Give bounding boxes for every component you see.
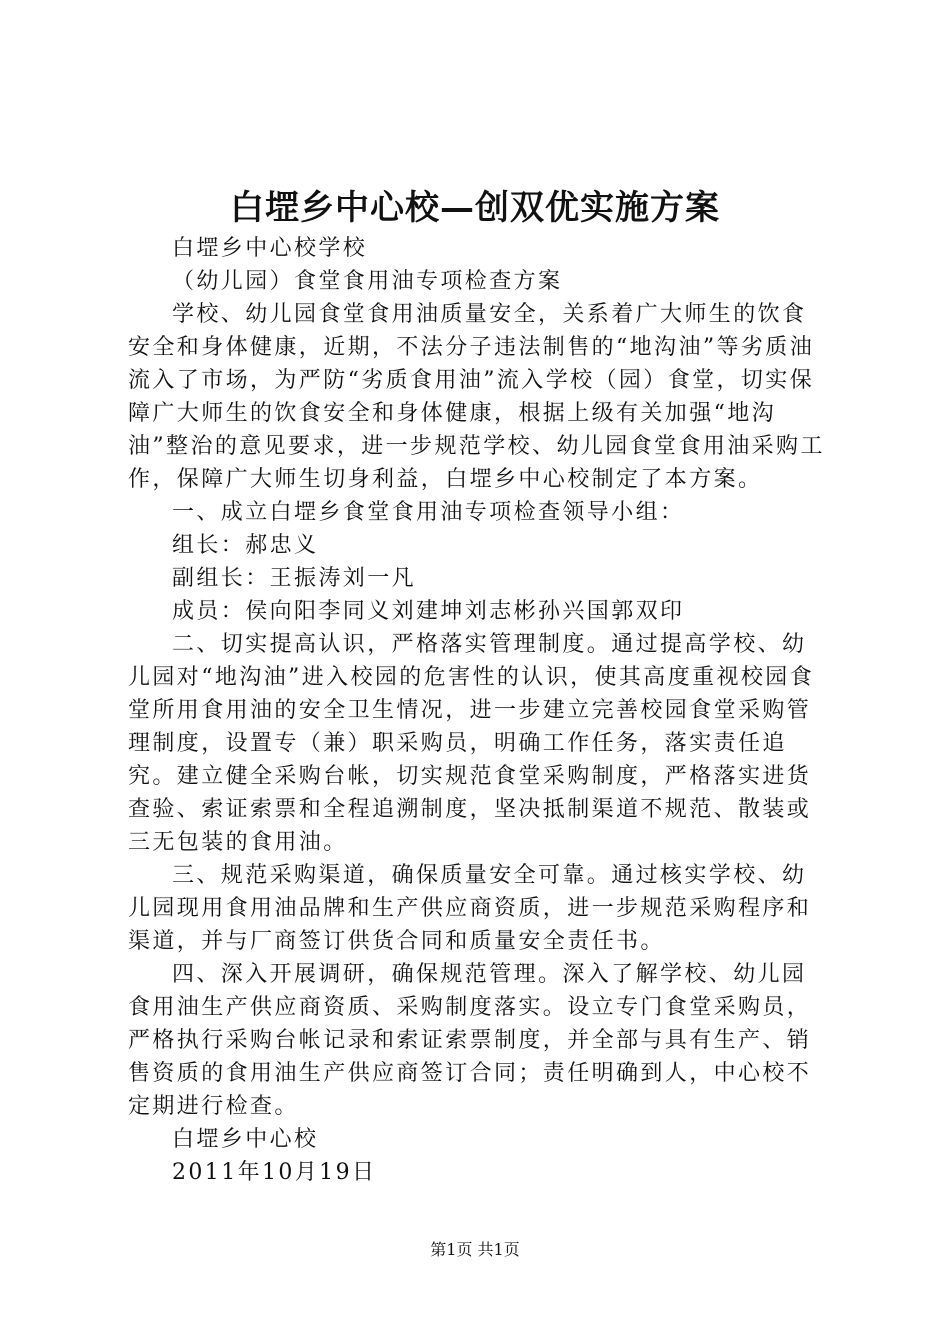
paragraph: 组长：郝忠义 [172, 533, 319, 558]
paragraph: 成员：侯向阳李同义刘建坤刘志彬孙兴国郭双印 [172, 599, 685, 624]
document-title: 白堽乡中心校—创双优实施方案 [230, 188, 720, 228]
paragraph: 一、成立白堽乡食堂食用油专项检查领导小组： [172, 500, 685, 525]
signature-org: 白堽乡中心校 [172, 1127, 319, 1152]
document-body [128, 232, 828, 1189]
paragraph: 三、规范采购渠道，确保质量安全可靠。通过核实学校、幼儿园现用食用油品牌和生产供应商资质，进一步规范采购程序和渠道，并与厂商签订供货合同和质量安全责任书。 [128, 863, 812, 954]
paragraph: （幼儿园）食堂食用油专项检查方案 [172, 269, 563, 294]
paragraph: 副组长：王振涛刘一凡 [172, 566, 417, 591]
page-footer: 第1页 共1页 [430, 1240, 520, 1259]
signature-date: 2011年10月19日 [172, 1160, 377, 1185]
paragraph: 学校、幼儿园食堂食用油质量安全，关系着广大师生的饮食安全和身体健康，近期，不法分子违法制售的“地沟油”等劣质油流入了市场，为严防“劣质食用油”流入学校（园）食堂，切实保障广大师生的饮食安全和身体健康，根据上级有关加强“地沟油”整治的意见要求，进一步规范学校、幼儿园食堂食用油采购工作，保障广大师生切身利益，白堽乡中心校制定了本方案。 [128, 302, 825, 492]
paragraph: 二、切实提高认识，严格落实管理制度。通过提高学校、幼儿园对“地沟油”进入校园的危害性的认识，使其高度重视校园食堂所用食用油的安全卫生情况，进一步建立完善校园食堂采购管理制度，设置专（兼）职采购员，明确工作任务，落实责任追究。建立健全采购台帐，切实规范食堂采购制度，严格落实进货查验、索证索票和全程追溯制度，坚决抵制渠道不规范、散装或三无包装的食用油。 [128, 632, 815, 855]
paragraph: 四、深入开展调研，确保规范管理。深入了解学校、幼儿园食用油生产供应商资质、采购制度落实。设立专门食堂采购员，严格执行采购台帐记录和索证索票制度，并全部与具有生产、销售资质的食用油生产供应商签订合同；责任明确到人，中心校不定期进行检查。 [128, 962, 812, 1119]
paragraph: 白堽乡中心校学校 [172, 236, 368, 261]
